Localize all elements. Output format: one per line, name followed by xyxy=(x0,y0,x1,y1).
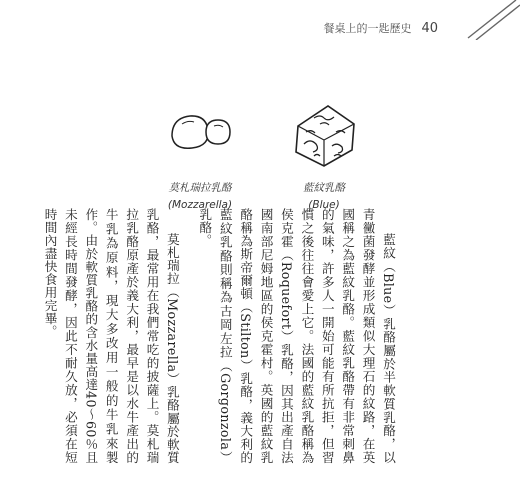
running-header xyxy=(323,20,438,36)
chopsticks-icon xyxy=(440,0,520,40)
blue-cheese-caption-name: 藍紋乳酪 xyxy=(303,182,345,194)
mozzarella-caption-latin: (Mozzarella) xyxy=(167,199,233,211)
mozzarella-caption-name: 莫札瑞拉乳酪 xyxy=(168,182,232,194)
mozzarella-icon xyxy=(160,94,240,174)
blue-cheese-icon xyxy=(284,94,364,174)
paragraph-mozzarella: 莫札瑞拉（Mozzarella）乳酪屬於軟質乳酪，最常用在我們常吃的披薩上。莫札瑞拉乳酪原產於義大利，最早是以水牛產出的牛乳為原料，現大多改用一般的牛乳來製作。由於軟質乳酪的含水量高達40～60％且未經長時間發酵，因此不耐久放，必須在短時間內盡快食用完畢。 xyxy=(42,208,180,464)
blue-cheese-illustration xyxy=(284,94,364,174)
page-number: 40 xyxy=(421,20,438,36)
running-title: 餐桌上的一匙歷史 xyxy=(323,22,412,35)
paragraph-blue-cheese: 藍紋（Blue）乳酪屬於半軟質乳酪，以青黴菌發酵並形成類似大理石的紋路，在英國稱之為藍紋乳酪。藍紋乳酪帶有非常刺鼻的氣味，許多人一開始可能有所抗拒，但習慣之後往往會愛上它。法國的藍紋乳酪稱為侯克霍（Roquefort）乳酪，因其出產自法國南部尼姆地區的侯克霍村。英國的藍紋乳酪稱為斯帝爾頓（Stilton）乳酪，義大利的藍紋乳酪則稱為古岡左拉（Gorgonzola）乳酪。 xyxy=(197,208,396,464)
blue-cheese-caption-latin: (Blue) xyxy=(308,199,340,211)
body-text xyxy=(42,208,398,464)
mozzarella-illustration xyxy=(160,94,240,174)
